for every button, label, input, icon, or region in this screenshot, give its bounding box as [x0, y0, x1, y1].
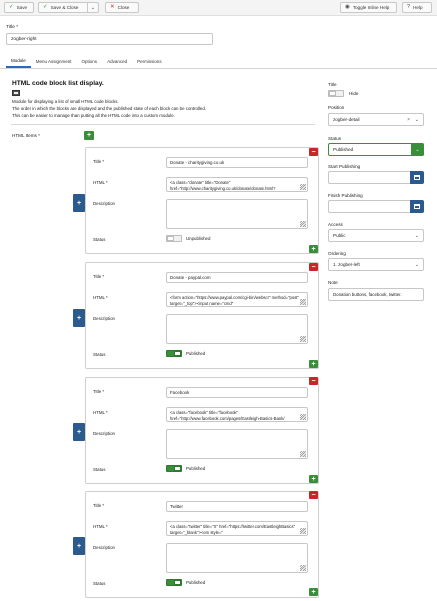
resize-handle[interactable]	[300, 565, 306, 571]
item-title-input[interactable]: Donate - charitygiving.co.uk	[166, 157, 308, 168]
move-item-handle[interactable]	[73, 309, 85, 327]
calendar-icon	[414, 204, 420, 209]
question-icon: ?	[407, 3, 411, 10]
item-status-toggle[interactable]	[166, 235, 182, 242]
item-status-label: Status	[93, 237, 106, 242]
toggle-inline-help-button[interactable]: ◉ Toggle Inline Help	[340, 2, 397, 13]
chevron-down-icon: ⌄	[414, 261, 419, 268]
ordering-label: Ordering	[328, 251, 346, 256]
toolbar	[0, 0, 437, 16]
item-description-textarea[interactable]	[166, 543, 308, 573]
calendar-button[interactable]	[410, 200, 424, 213]
finish-publishing-label: Finish Publishing	[328, 193, 363, 198]
add-item-button[interactable]	[84, 131, 94, 140]
item-status-label: Status	[93, 467, 106, 472]
clear-icon[interactable]: ×	[407, 116, 410, 123]
resize-handle[interactable]	[300, 184, 306, 190]
plus-icon: +	[311, 475, 316, 483]
item-description-textarea[interactable]	[166, 429, 308, 459]
html-items-label: HTML Items *	[12, 133, 40, 138]
tab-permissions[interactable]: Permissions	[137, 59, 162, 64]
help-toggle-icon: ◉	[345, 3, 350, 10]
module-description-line: The order in which the blocks are displayed and the published state of each block can be controlled.	[12, 106, 207, 111]
save-options-dropdown[interactable]	[87, 2, 99, 13]
remove-item-button[interactable]	[309, 263, 318, 271]
chevron-down-icon: ⌄	[414, 232, 419, 239]
note-label: Note	[328, 280, 338, 285]
tab-bar	[0, 55, 437, 69]
item-title-label: Title *	[93, 159, 105, 164]
item-html-label: HTML *	[93, 295, 108, 300]
item-description-textarea[interactable]	[166, 199, 308, 229]
show-title-toggle[interactable]	[328, 90, 344, 97]
add-item-after-button[interactable]	[309, 245, 318, 253]
status-select[interactable]: Published ⌄	[328, 143, 424, 156]
move-item-handle[interactable]	[73, 194, 85, 212]
remove-item-button[interactable]	[309, 377, 318, 385]
access-label: Access	[328, 222, 343, 227]
start-publishing-input[interactable]	[328, 171, 424, 184]
item-html-label: HTML *	[93, 180, 108, 185]
item-html-textarea[interactable]: <a class="donate" title="Donate" href="http://www.charitygiving.co.uk/donate/donate.html?	[166, 177, 308, 192]
start-publishing-label: Start Publishing	[328, 164, 361, 169]
save-button[interactable]: ✓ Save	[4, 2, 34, 13]
item-status-text: Published	[186, 351, 206, 356]
resize-handle[interactable]	[300, 414, 306, 420]
minus-icon: −	[311, 263, 316, 271]
item-html-textarea[interactable]: <a class="facebook" title="facebook" href="http://www.facebook.com/pages/Eastleigh-Basics-Bank/	[166, 407, 308, 422]
resize-handle[interactable]	[300, 221, 306, 227]
item-description-label: Description	[93, 201, 115, 206]
item-title-label: Title *	[93, 274, 105, 279]
remove-item-button[interactable]	[309, 148, 318, 156]
item-html-label: HTML *	[93, 524, 108, 529]
item-html-textarea[interactable]: <a class="twitter" title="X" href="https://twitter.com/EastleighBasics" target="_blank"><em style="	[166, 521, 308, 536]
calendar-button[interactable]	[410, 171, 424, 184]
position-select[interactable]: zogber-detail × ⌄	[328, 113, 424, 126]
item-description-label: Description	[93, 316, 115, 321]
item-status-toggle[interactable]	[166, 350, 182, 357]
resize-handle[interactable]	[300, 336, 306, 342]
module-icon	[12, 90, 20, 96]
move-item-handle[interactable]	[73, 537, 85, 555]
plus-icon: +	[311, 245, 316, 253]
plus-icon: +	[311, 588, 316, 596]
item-title-label: Title *	[93, 389, 105, 394]
plus-icon: +	[76, 428, 82, 436]
plus-icon: +	[311, 360, 316, 368]
tab-advanced[interactable]: Advanced	[107, 59, 128, 64]
resize-handle[interactable]	[300, 299, 306, 305]
chevron-down-icon: ⌄	[411, 143, 424, 156]
finish-publishing-input[interactable]	[328, 200, 424, 213]
minus-icon: −	[311, 491, 316, 499]
plus-icon: +	[76, 314, 82, 322]
item-status-text: Published	[186, 466, 206, 471]
note-input[interactable]: Donation buttons, facebook, twitter.	[328, 288, 424, 301]
item-description-textarea[interactable]	[166, 314, 308, 344]
title-input[interactable]: zogber-right	[6, 33, 213, 45]
chevron-down-icon: ⌄	[90, 4, 96, 11]
html-item-card	[85, 491, 319, 598]
help-button[interactable]: ? Help	[402, 2, 432, 13]
calendar-icon	[414, 175, 420, 180]
item-title-input[interactable]: Facebook	[166, 387, 308, 398]
item-status-text: Published	[186, 580, 206, 585]
hide-label: Hide	[349, 91, 359, 96]
resize-handle[interactable]	[300, 528, 306, 534]
item-html-textarea[interactable]: <form action="https://www.paypal.com/cgi-bin/webscr" method="post" target="_top"><input name="cmd"	[166, 292, 308, 307]
divider	[11, 124, 315, 125]
module-description-line: This can be easier to manage than putting all the HTML code into a custom module.	[12, 113, 175, 118]
item-status-label: Status	[93, 581, 106, 586]
item-description-label: Description	[93, 431, 115, 436]
minus-icon: −	[311, 148, 316, 156]
plus-icon: +	[76, 199, 82, 207]
resize-handle[interactable]	[300, 451, 306, 457]
item-status-label: Status	[93, 352, 106, 357]
ordering-select[interactable]: 1. zogber-left ⌄	[328, 258, 424, 271]
item-title-input[interactable]: Twitter	[166, 501, 308, 512]
add-item-after-button[interactable]	[309, 588, 318, 596]
move-item-handle[interactable]	[73, 423, 85, 441]
html-item-card	[85, 377, 319, 484]
tab-menu-assignment[interactable]: Menu Assignment	[35, 59, 72, 64]
html-item-card	[85, 262, 319, 369]
item-html-label: HTML *	[93, 410, 108, 415]
tab-module[interactable]: Module	[6, 55, 31, 68]
close-button[interactable]: ✕ Close	[105, 2, 139, 13]
module-heading: HTML code block list display.	[12, 80, 104, 87]
remove-item-button[interactable]	[309, 491, 318, 499]
position-label: Position	[328, 105, 345, 110]
check-icon: ✓	[43, 3, 48, 10]
show-title-label: Title	[328, 82, 337, 87]
html-item-card	[85, 147, 319, 254]
minus-icon: −	[311, 377, 316, 385]
title-label: Title *	[6, 25, 19, 30]
item-title-label: Title *	[93, 503, 105, 508]
plus-icon: +	[76, 542, 82, 550]
add-item-after-button[interactable]	[309, 475, 318, 483]
item-status-toggle[interactable]	[166, 579, 182, 586]
plus-icon: +	[86, 132, 92, 139]
module-description-line: Module for displaying a list of small HTML code blocks.	[12, 99, 119, 104]
item-status-text: Unpublished	[186, 236, 211, 241]
add-item-after-button[interactable]	[309, 360, 318, 368]
save-close-button[interactable]: ✓ Save & Close	[38, 2, 88, 13]
item-title-input[interactable]: Donate - paypal.com	[166, 272, 308, 283]
chevron-down-icon: ⌄	[414, 116, 419, 123]
close-icon: ✕	[110, 3, 115, 10]
item-status-toggle[interactable]	[166, 465, 182, 472]
status-label: Status	[328, 136, 342, 141]
access-select[interactable]: Public ⌄	[328, 229, 424, 242]
item-description-label: Description	[93, 545, 115, 550]
save-icon: ✓	[9, 3, 14, 10]
tab-options[interactable]: Options	[81, 59, 98, 64]
